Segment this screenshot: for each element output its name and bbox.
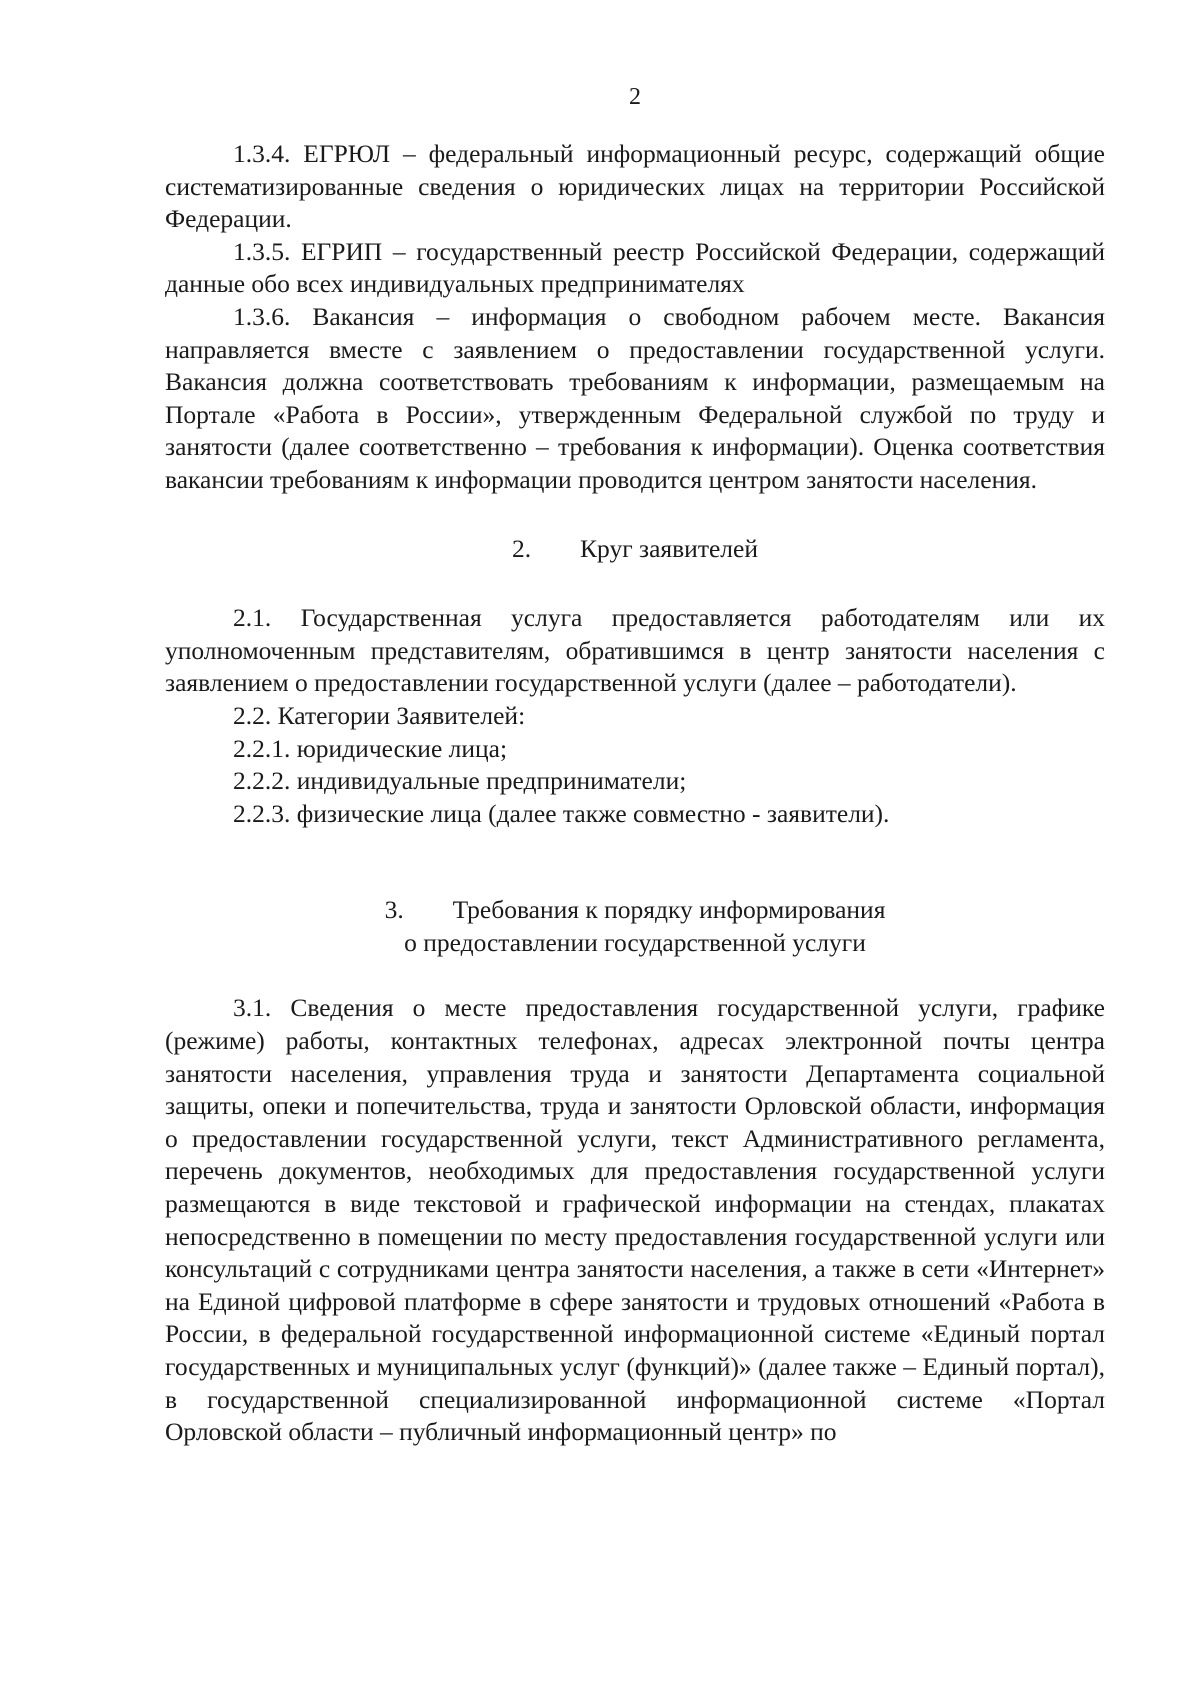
page-number: 2 — [629, 84, 641, 110]
paragraph-1-3-4: 1.3.4. ЕГРЮЛ – федеральный информационный ресурс, содержащий общие систематизированные сведения о юридических лицах на территории Российской Федерации. — [165, 139, 1105, 234]
paragraph-3-1: 3.1. Сведения о месте предоставления государственной услуги, графике (режиме) работы, контактных телефонах, адресах электронной почты центра занятости населения, управления труда и занятости Департамента социальной защиты, опеки и попечительства, труда и занятости Орловской области, информация о предоставлении государственной услуги, текст Административного регламента, перечень документов, необходимых для предоставления государственной услуги размещаются в виде текстовой и графической информации на стендах, плакатах непосредственно в помещении по месту предоставления государственной услуги или консультаций с сотрудниками центра занятости населения, а также в сети «Интернет» на Единой цифровой платформе в сфере занятости и трудовых отношений «Работа в России, в федеральной государственной информационной системе «Единый портал государственных и муниципальных услуг (функций)» (далее также – Единый портал), в государственной специализированной информационной системе «Портал Орловской области – публичный информационный центр» по — [165, 993, 1105, 1447]
section-title-3-line2: о предоставлении государственной услуги — [404, 927, 866, 957]
list-item-2-2-1: 2.2.1. юридические лица; — [233, 733, 508, 763]
paragraph-1-3-5: 1.3.5. ЕГРИП – государственный реестр Российской Федерации, содержащий данные обо всех индивидуальных предпринимателях — [165, 236, 1105, 299]
section-number-3: 3. — [384, 895, 404, 925]
section-title-3-line1: Требования к порядку информирования — [452, 895, 886, 925]
list-item-2-2-2: 2.2.2. индивидуальные предприниматели; — [233, 766, 687, 796]
paragraph-1-3-6: 1.3.6. Вакансия – информация о свободном рабочем месте. Вакансия направляется вместе с заявлением о предоставлении государственной услуги. Вакансия должна соответствовать требованиям к информации, размещаемым на Портале «Работа в России», утвержденным Федеральной службой по труду и занятости (далее соответственно – требования к информации). Оценка соответствия вакансии требованиям к информации проводится центром занятости населения. — [165, 301, 1105, 494]
list-item-2-2: 2.2. Категории Заявителей: — [233, 700, 526, 730]
paragraph-2-1: 2.1. Государственная услуга предоставляется работодателям или их уполномоченным представителям, обратившимся в центр занятости населения с заявлением о предоставлении государственной услуги (далее – работодатели). — [165, 603, 1105, 698]
document-body — [165, 138, 1105, 1449]
section-heading-3 — [165, 894, 1105, 959]
section-title-2: Круг заявителей — [580, 533, 758, 563]
section-heading-2 — [165, 533, 1105, 566]
list-item-2-2-3: 2.2.3. физические лица (далее также совместно - заявители). — [233, 798, 890, 828]
section-number-2: 2. — [512, 533, 532, 563]
